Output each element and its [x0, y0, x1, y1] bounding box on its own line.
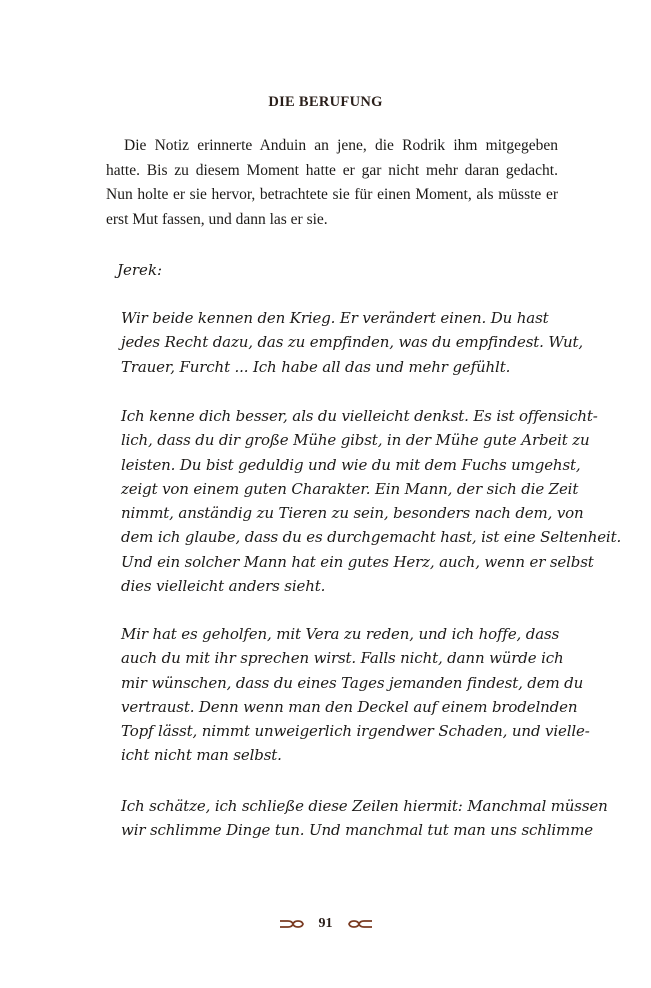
scroll-ornament-right-icon	[347, 918, 373, 930]
letter-line: Ich schätze, ich schließe diese Zeilen hiermit: Manchmal müssen	[121, 797, 608, 815]
letter-paragraph-3	[121, 622, 590, 768]
letter-paragraph-4	[121, 794, 608, 843]
letter-line: Wir beide kennen den Krieg. Er verändert einen. Du hast	[121, 309, 549, 327]
chapter-title: DIE BERUFUNG	[268, 94, 383, 110]
letter-line: zeigt von einem guten Charakter. Ein Mann, der sich die Zeit	[121, 479, 579, 498]
letter-paragraph-2	[121, 404, 622, 598]
intro-line: hatte. Bis zu diesem Moment hatte er gar nicht mehr daran gedacht.	[106, 161, 558, 179]
intro-paragraph	[106, 134, 558, 232]
letter-line: auch du mit ihr sprechen wirst. Falls nicht, dann würde ich	[121, 649, 564, 668]
letter-line: icht nicht man selbst.	[121, 746, 282, 765]
letter-line: Mir hat es geholfen, mit Vera zu reden, und ich hoffe, dass	[121, 625, 560, 643]
letter-line: vertraust. Denn wenn man den Deckel auf einem brodelnden	[121, 697, 578, 716]
letter-line: jedes Recht dazu, das zu empfinden, was du empfindest. Wut,	[121, 333, 584, 352]
letter-salutation: Jerek:	[117, 261, 163, 279]
intro-line: erst Mut fassen, und dann las er sie.	[106, 210, 328, 228]
intro-line: Nun holte er sie hervor, betrachtete sie für einen Moment, als müsste er	[106, 186, 558, 203]
letter-line: wir schlimme Dinge tun. Und manchmal tut man uns schlimme	[121, 821, 593, 840]
letter-line: dem ich glaube, dass du es durchgemacht hast, ist eine Seltenheit.	[121, 528, 622, 547]
letter-line: Trauer, Furcht ... Ich habe all das und mehr gefühlt.	[121, 357, 511, 376]
letter-paragraph-1	[121, 306, 584, 379]
letter-line: leisten. Du bist geduldig und wie du mit dem Fuchs umgehst,	[121, 455, 581, 474]
letter-line: Topf lässt, nimmt unweigerlich irgendwer Schaden, und vielle-	[121, 722, 590, 741]
page-footer	[0, 912, 651, 936]
letter-line: mir wünschen, dass du eines Tages jemanden findest, dem du	[121, 673, 584, 692]
scroll-ornament-left-icon	[279, 918, 305, 930]
letter-line: Ich kenne dich besser, als du vielleicht denkst. Es ist offensicht-	[121, 407, 598, 425]
letter-line: lich, dass du dir große Mühe gibst, in der Mühe gute Arbeit zu	[121, 431, 590, 450]
letter-line: nimmt, anständig zu Tieren zu sein, besonders nach dem, von	[121, 504, 584, 523]
page-number: 91	[318, 916, 333, 931]
intro-line: Die Notiz erinnerte Anduin an jene, die Rodrik ihm mitgegeben	[124, 137, 558, 154]
letter-line: Und ein solcher Mann hat ein gutes Herz, auch, wenn er selbst	[121, 552, 594, 571]
letter-line: dies vielleicht anders sieht.	[121, 577, 326, 596]
